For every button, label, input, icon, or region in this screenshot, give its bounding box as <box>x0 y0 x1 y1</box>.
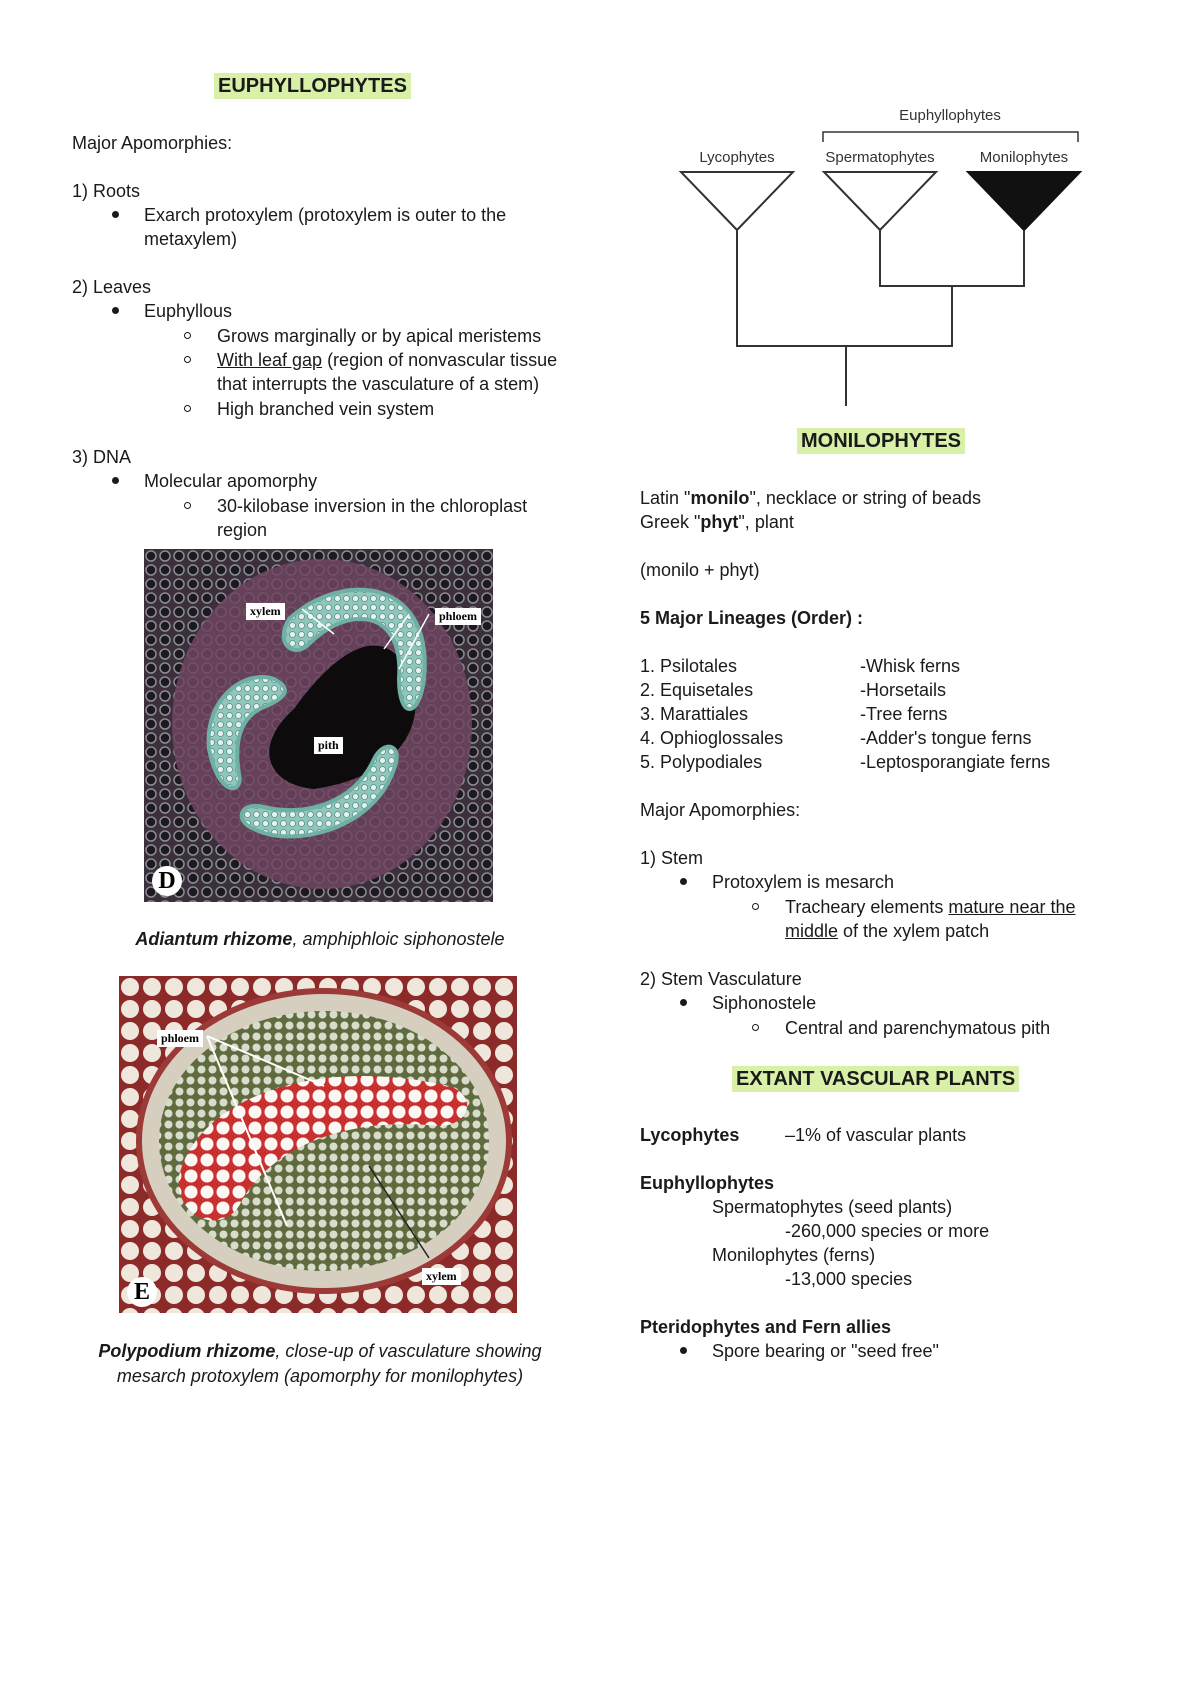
stem-bullet: Protoxylem is mesarch <box>712 872 895 892</box>
latin-etymology: Latin "monilo", necklace or string of beads <box>640 488 981 508</box>
lycophytes-clade-triangle <box>681 172 793 230</box>
lycophytes-label: Lycophytes <box>640 1125 740 1145</box>
dna-bullet: Molecular apomorphy <box>144 471 318 491</box>
lineage-common-1: -Whisk ferns <box>860 656 961 676</box>
lineage-order-4: 4. Ophioglossales <box>640 728 784 748</box>
greek-etymology: Greek "phyt", plant <box>640 512 794 532</box>
monilophytes-clade-triangle <box>968 172 1080 230</box>
bullet-dot-icon <box>680 1347 687 1354</box>
lineage-common-4: -Adder's tongue ferns <box>860 728 1032 748</box>
cladogram-branch-vascular <box>737 230 952 346</box>
leaves-sub2-cont: that interrupts the vasculature of a stem) <box>217 374 540 394</box>
bullet-ring-icon <box>752 1024 759 1031</box>
roots-bullet: Exarch protoxylem (protoxylem is outer to the <box>144 205 507 225</box>
cladogram-branch-euphyllophytes <box>880 230 1024 286</box>
dna-sub1-cont: region <box>217 520 268 540</box>
lineage-order-3: 3. Marattiales <box>640 704 749 724</box>
monilophytes-label: Monilophytes (ferns) <box>712 1245 876 1265</box>
spermatophytes-label: Spermatophytes (seed plants) <box>712 1197 953 1217</box>
bullet-ring-icon <box>184 405 191 412</box>
stem-vasculature-bullet: Siphonostele <box>712 993 817 1013</box>
bullet-dot-icon <box>112 307 119 314</box>
figure-e-image <box>119 976 517 1313</box>
dna-sub1: 30-kilobase inversion in the chloroplast <box>217 496 528 516</box>
roots-bullet-cont: metaxylem) <box>144 229 238 249</box>
cladogram-taxon-spermatophytes: Spermatophytes <box>825 149 935 166</box>
figure-d-letter: D <box>152 866 182 896</box>
figure-d-micrograph <box>144 549 493 902</box>
figure-e-letter: E <box>127 1277 157 1307</box>
etymology-formula: (monilo + phyt) <box>640 560 760 580</box>
leaves-sub3: High branched vein system <box>217 399 435 419</box>
dna-title: 3) DNA <box>72 447 132 467</box>
bullet-dot-icon <box>112 477 119 484</box>
stem-vasculature-sub: Central and parenchymatous pith <box>785 1018 1051 1038</box>
moni-major-apomorphies-label: Major Apomorphies: <box>640 800 801 820</box>
lineages-heading: 5 Major Lineages (Order) : <box>640 608 864 628</box>
stem-sub: Tracheary elements mature near the <box>785 897 1076 917</box>
bullet-dot-icon <box>680 999 687 1006</box>
lineage-common-2: -Horsetails <box>860 680 947 700</box>
bullet-ring-icon <box>184 502 191 509</box>
extant-vascular-plants-heading: EXTANT VASCULAR PLANTS <box>732 1067 1019 1091</box>
leaves-sub1: Grows marginally or by apical meristems <box>217 326 542 346</box>
figure-d-label-pith: pith <box>314 737 343 754</box>
leaves-sub2: With leaf gap (region of nonvascular tissue <box>217 350 558 370</box>
bullet-dot-icon <box>680 878 687 885</box>
lineage-order-5: 5. Polypodiales <box>640 752 763 772</box>
figure-d-caption: Adiantum rhizome, amphiphloic siphonostele <box>135 929 505 949</box>
figure-e-caption: Polypodium rhizome, close-up of vasculature showing mesarch protoxylem (apomorphy for monilophytes) <box>98 1341 542 1386</box>
stem-vasculature-title: 2) Stem Vasculature <box>640 969 802 989</box>
bullet-ring-icon <box>184 332 191 339</box>
figure-d-image <box>144 549 493 902</box>
lineage-common-3: -Tree ferns <box>860 704 948 724</box>
pteridophytes-bullet: Spore bearing or "seed free" <box>712 1341 939 1361</box>
bullet-ring-icon <box>184 356 191 363</box>
euphyllophyte-cladogram <box>660 100 1100 412</box>
roots-title: 1) Roots <box>72 181 141 201</box>
cladogram-bracket <box>823 132 1078 142</box>
monilophytes-value: -13,000 species <box>785 1269 913 1289</box>
bullet-dot-icon <box>112 211 119 218</box>
stem-title: 1) Stem <box>640 848 704 868</box>
figure-d-label-phloem: phloem <box>435 608 481 625</box>
monilophytes-heading: MONILOPHYTES <box>797 429 965 453</box>
lineage-order-1: 1. Psilotales <box>640 656 738 676</box>
cladogram-taxon-monilophytes: Monilophytes <box>979 149 1069 166</box>
spermatophytes-value: -260,000 species or more <box>785 1221 990 1241</box>
spermatophytes-clade-triangle <box>824 172 936 230</box>
cladogram-group-label: Euphyllophytes <box>899 107 1001 124</box>
figure-e-label-phloem: phloem <box>157 1030 203 1047</box>
leaves-title: 2) Leaves <box>72 277 152 297</box>
leaves-bullet: Euphyllous <box>144 301 233 321</box>
lineage-common-5: -Leptosporangiate ferns <box>860 752 1051 772</box>
stem-sub-cont: middle of the xylem patch <box>785 921 990 941</box>
pteridophytes-label: Pteridophytes and Fern allies <box>640 1317 892 1337</box>
figure-e-label-xylem: xylem <box>422 1268 461 1285</box>
figure-d-label-xylem: xylem <box>246 603 285 620</box>
bullet-ring-icon <box>752 903 759 910</box>
major-apomorphies-label: Major Apomorphies: <box>72 133 233 153</box>
cladogram-taxon-lycophytes: Lycophytes <box>699 149 775 166</box>
figure-e-micrograph <box>119 976 517 1313</box>
euphyllophytes-heading: EUPHYLLOPHYTES <box>214 74 411 98</box>
lycophytes-value: –1% of vascular plants <box>785 1125 967 1145</box>
euphyllophytes-label: Euphyllophytes <box>640 1173 775 1193</box>
lineage-order-2: 2. Equisetales <box>640 680 754 700</box>
